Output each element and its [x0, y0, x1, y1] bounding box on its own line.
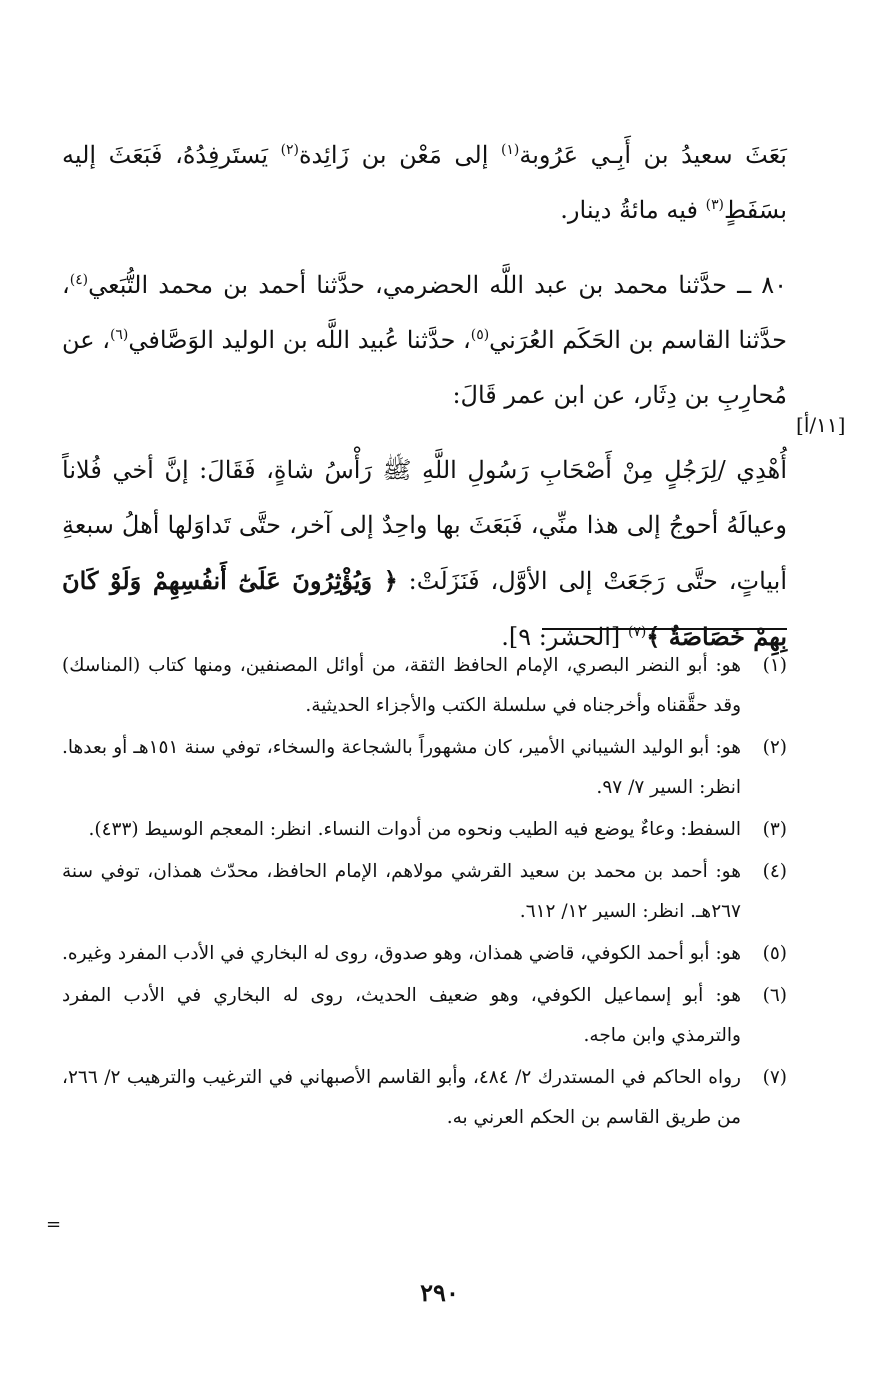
paragraph-2	[62, 258, 787, 423]
text-run: أُهْدِي /لِرَجُلٍ مِنْ أَصْحَابِ رَسُولِ اللَّهِ ﷺ رَأْسُ شاةٍ، فَقَالَ: إنَّ أخي فُلاناً وعيالَهُ أحوجُ إلى هذا منِّي، فَبَعَثَ بها واحِدٌ إلى آخر، حتَّى تَداوَلها أهلُ سبعةِ أبياتٍ، حتَّى رَجَعَتْ إلى الأوَّل، فَنَزَلَتْ:	[62, 456, 788, 595]
text-run: إلى مَعْن بن زَائِدة	[298, 141, 501, 169]
footnote-ref-3: (٣)	[705, 197, 724, 213]
footnote-text: رواه الحاكم في المستدرك ٢/ ٤٨٤، وأبو القاسم الأصبهاني في الترغيب والترهيب ٢/ ٢٦٦، من طريق القاسم بن الحكم العرني به.	[62, 1067, 741, 1128]
footnote-ref-7: (٧)	[627, 624, 647, 640]
main-text	[62, 128, 787, 685]
text-run: ، حدَّثنا عُبيد اللَّه بن الوليد الوَصَّافي	[128, 326, 471, 354]
footnote-text: السفط: وعاءٌ يوضع فيه الطيب ونحوه من أدوات النساء. انظر: المعجم الوسيط (٤٣٣).	[88, 819, 741, 840]
page-number: ٢٩٠	[420, 1278, 459, 1307]
footnote-text: هو: أبو أحمد الكوفي، قاضي همذان، وهو صدوق، روى له البخاري في الأدب المفرد وغيره.	[62, 943, 741, 964]
footnote-number: (٢)	[762, 737, 787, 758]
footnote-text: هو: أحمد بن محمد بن سعيد القرشي مولاهم، الإمام الحافظ، محدّث همذان، توفي سنة ٢٦٧هـ. انظر: السير ١٢/ ٦١٢.	[62, 861, 741, 922]
text-run: ، عن مُحارِبِ بن دِثَار، عن ابن عمر قَالَ:	[62, 326, 787, 409]
text-run: فيه مائةُ دينار.	[560, 196, 706, 224]
text-run: ٨٠ ــ حدَّثنا محمد بن عبد اللَّه الحضرمي، حدَّثنا أحمد بن محمد التُّبَعي	[88, 271, 787, 299]
paragraph-1	[62, 128, 787, 238]
footnote-text: هو: أبو النضر البصري، الإمام الحافظ الثقة، من أوائل المصنفين، ومنها كتاب (المناسك) وقد حقَّقناه وأخرجناه في سلسلة الكتب والأجزاء الحديثية.	[62, 655, 741, 716]
manuscript-folio-marker: [١١/أ]	[796, 413, 846, 437]
text-run: [الحشر: ٩].	[501, 623, 628, 651]
text-run: يَستَرفِدُهُ، فَبَعَثَ إليه بسَفَطٍ	[62, 141, 787, 224]
footnote-7	[62, 1058, 787, 1138]
footnote-1	[62, 646, 787, 726]
footnotes	[62, 646, 787, 1140]
footnote-ref-5: (٥)	[470, 327, 490, 343]
footnote-ref-4: (٤)	[69, 272, 89, 288]
paragraph-3	[62, 443, 787, 665]
footnote-6	[62, 976, 787, 1056]
text-run: ، حدَّثنا القاسم بن الحَكَم العُرَني	[62, 271, 787, 354]
footnote-text: هو: أبو إسماعيل الكوفي، وهو ضعيف الحديث، روى له البخاري في الأدب المفرد والترمذي وابن ماجه.	[62, 985, 741, 1046]
footnote-ref-2: (٢)	[280, 142, 299, 158]
footnote-5	[62, 934, 787, 974]
footnote-number: (٥)	[762, 943, 787, 964]
footnote-number: (٣)	[762, 819, 787, 840]
footnote-number: (٧)	[762, 1067, 787, 1088]
footnote-ref-1: (١)	[500, 142, 520, 158]
footnote-number: (١)	[762, 655, 787, 676]
footnote-ref-6: (٦)	[109, 327, 129, 343]
footnote-3	[62, 810, 787, 850]
continuation-mark: =	[46, 1214, 62, 1235]
footnote-number: (٦)	[762, 985, 787, 1006]
text-run: بَعَثَ سعيدُ بن أَبِـي عَرُوبة	[519, 141, 787, 169]
footnote-2	[62, 728, 787, 808]
footnote-4	[62, 852, 787, 932]
footnote-separator	[542, 628, 787, 630]
footnote-number: (٤)	[762, 861, 787, 882]
quran-verse: ﴿ وَيُؤْثِرُونَ عَلَىٰٓ أَنفُسِهِمْ وَلَوْ كَانَ بِهِمْ خَصَاصَةٌ ﴾	[62, 566, 787, 651]
footnote-text: هو: أبو الوليد الشيباني الأمير، كان مشهوراً بالشجاعة والسخاء، توفي سنة ١٥١هـ أو بعدها. انظر: السير ٧/ ٩٧.	[62, 737, 741, 798]
